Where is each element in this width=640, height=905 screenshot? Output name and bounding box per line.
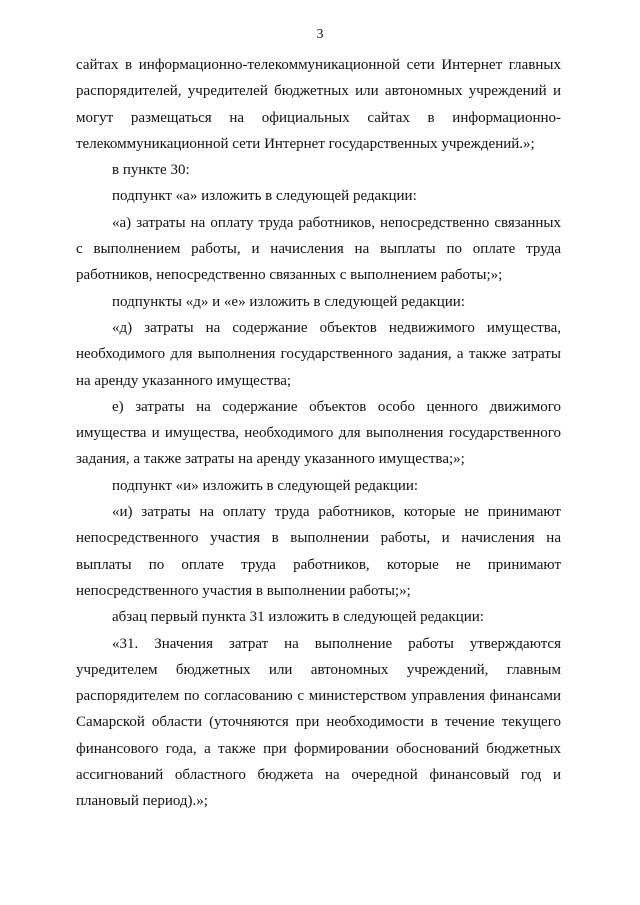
- text-line: задания, а также затраты на аренду указанного имущества;»;: [76, 451, 465, 468]
- text-line: «д) затраты на содержание объектов недвижимого имущества,: [112, 319, 561, 336]
- text-line: ассигнований областного бюджета на очередной финансовый год и: [76, 767, 561, 784]
- text-line: с выполнением работы, и начисления на выплаты по оплате труда: [76, 241, 561, 258]
- text-line: необходимого для выполнения государственного задания, а также затраты: [76, 346, 561, 363]
- text-line: распорядителей, учредителей бюджетных или автономных учреждений и: [76, 83, 561, 100]
- text-line: непосредственного участия в выполнении работы, и начисления на: [76, 530, 561, 547]
- text-line: распорядителем по согласованию с министерством управления финансами: [76, 688, 561, 705]
- text-line: абзац первый пункта 31 изложить в следующей редакции:: [112, 609, 484, 626]
- paragraph: [76, 183, 561, 209]
- text-line: могут размещаться на официальных сайтах в информационно-: [76, 109, 561, 126]
- text-line: непосредственного участия в выполнении работы;»;: [76, 582, 411, 599]
- text-line: плановый период).»;: [76, 793, 208, 810]
- text-line: в пункте 30:: [112, 162, 190, 179]
- text-line: «31. Значения затрат на выполнение работы утверждаются: [112, 635, 561, 652]
- paragraph: [76, 289, 561, 315]
- text-line: Самарской области (уточняются при необходимости в течение текущего: [76, 714, 561, 731]
- text-line: финансового года, а также при формировании обоснований бюджетных: [76, 740, 561, 757]
- paragraph: [76, 315, 561, 394]
- page-number: 3: [316, 27, 324, 42]
- paragraph: [76, 499, 561, 604]
- text-line: подпункт «и» изложить в следующей редакции:: [112, 477, 419, 494]
- text-line: выплаты по оплате труда работников, которые не принимают: [76, 556, 561, 573]
- text-line: подпункты «д» и «е» изложить в следующей редакции:: [112, 293, 465, 310]
- paragraph: [76, 631, 561, 815]
- text-line: на аренду указанного имущества;: [76, 372, 292, 389]
- text-line: учредителем бюджетных или автономных учреждений, главным: [76, 661, 561, 678]
- paragraph: [76, 157, 561, 183]
- document-body: [76, 52, 561, 815]
- text-line: «и) затраты на оплату труда работников, которые не принимают: [112, 504, 561, 521]
- paragraph: [76, 210, 561, 289]
- text-line: «а) затраты на оплату труда работников, непосредственно связанных: [112, 214, 561, 231]
- paragraph: [76, 52, 561, 157]
- text-line: подпункт «а» изложить в следующей редакции:: [112, 188, 417, 205]
- text-line: телекоммуникационной сети Интернет государственных учреждений.»;: [76, 135, 535, 152]
- paragraph: [76, 394, 561, 473]
- text-line: работников, непосредственно связанных с выполнением работы;»;: [76, 267, 503, 284]
- paragraph: [76, 473, 561, 499]
- text-line: сайтах в информационно-телекоммуникационной сети Интернет главных: [76, 57, 561, 73]
- text-line: имущества и имущества, необходимого для выполнения государственного: [76, 425, 561, 442]
- text-line: е) затраты на содержание объектов особо ценного движимого: [112, 398, 561, 415]
- paragraph: [76, 604, 561, 630]
